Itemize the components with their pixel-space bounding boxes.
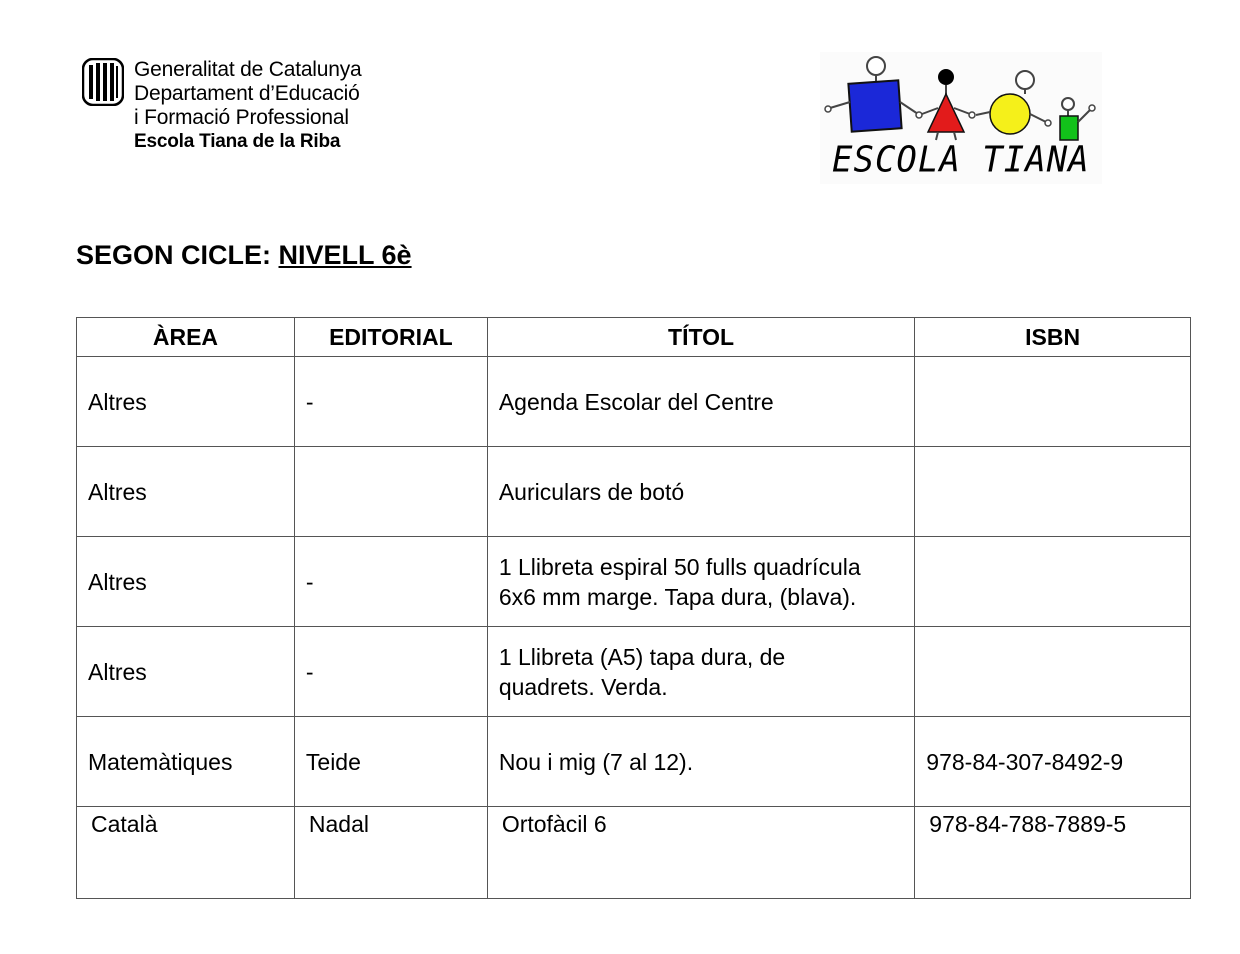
generalitat-emblem-icon [82,58,124,106]
book-list-table [76,317,1191,899]
titol-line-1: Auriculars de botó [498,478,685,505]
header-titol: TÍTOL [487,318,914,357]
table-row [77,717,1191,807]
titol-line-1: Nou i mig (7 al 12). [498,748,694,775]
cell-isbn: 978-84-307-8492-9 [915,717,1191,807]
title-level: NIVELL 6è [278,240,412,270]
cell-area: Matemàtiques [77,717,295,807]
cell-titol [487,357,914,447]
cell-area: Altres [77,627,295,717]
cell-isbn [915,627,1191,717]
table-row [77,447,1191,537]
cell-isbn [915,357,1191,447]
header-isbn: ISBN [915,318,1191,357]
cell-area: Altres [77,357,295,447]
table-row [77,357,1191,447]
cell-editorial: Teide [294,717,487,807]
cell-titol [487,537,914,627]
escola-tiana-wordmark: ESCOLA TIANA [832,139,1090,181]
cell-area: Altres [77,447,295,537]
generalitat-line-3: i Formació Professional [134,106,349,129]
cell-area: Altres [77,537,295,627]
table-row [77,537,1191,627]
generalitat-line-1: Generalitat de Catalunya [134,58,362,81]
cell-titol [487,717,914,807]
cell-titol [487,627,914,717]
cell-titol [487,447,914,537]
school-name-line: Escola Tiana de la Riba [134,131,341,152]
header-area: ÀREA [77,318,295,357]
header-editorial: EDITORIAL [294,318,487,357]
titol-line-1: 1 Llibreta (A5) tapa dura, de [498,643,786,670]
cell-editorial [294,447,487,537]
cell-editorial: Nadal [294,807,487,899]
cell-editorial: - [294,537,487,627]
cell-titol [487,807,914,899]
cell-isbn: 978-84-788-7889-5 [915,807,1191,899]
cell-editorial: - [294,357,487,447]
table-row [77,807,1191,899]
cell-editorial: - [294,627,487,717]
generalitat-line-2: Departament d’Educació [134,82,360,105]
titol-line-2: 6x6 mm marge. Tapa dura, (blava). [498,583,857,610]
title-prefix: SEGON CICLE: [76,240,279,270]
page-title [76,240,412,271]
titol-line-1: 1 Llibreta espiral 50 fulls quadrícula [498,553,861,580]
cell-isbn [915,537,1191,627]
titol-line-1: Agenda Escolar del Centre [498,388,774,415]
cell-area: Català [77,807,295,899]
cell-isbn [915,447,1191,537]
generalitat-logo [82,58,362,154]
titol-line-1: Ortofàcil 6 [501,811,607,837]
table-row [77,627,1191,717]
titol-line-2: quadrets. Verda. [498,673,668,700]
table-header-row [77,318,1191,357]
